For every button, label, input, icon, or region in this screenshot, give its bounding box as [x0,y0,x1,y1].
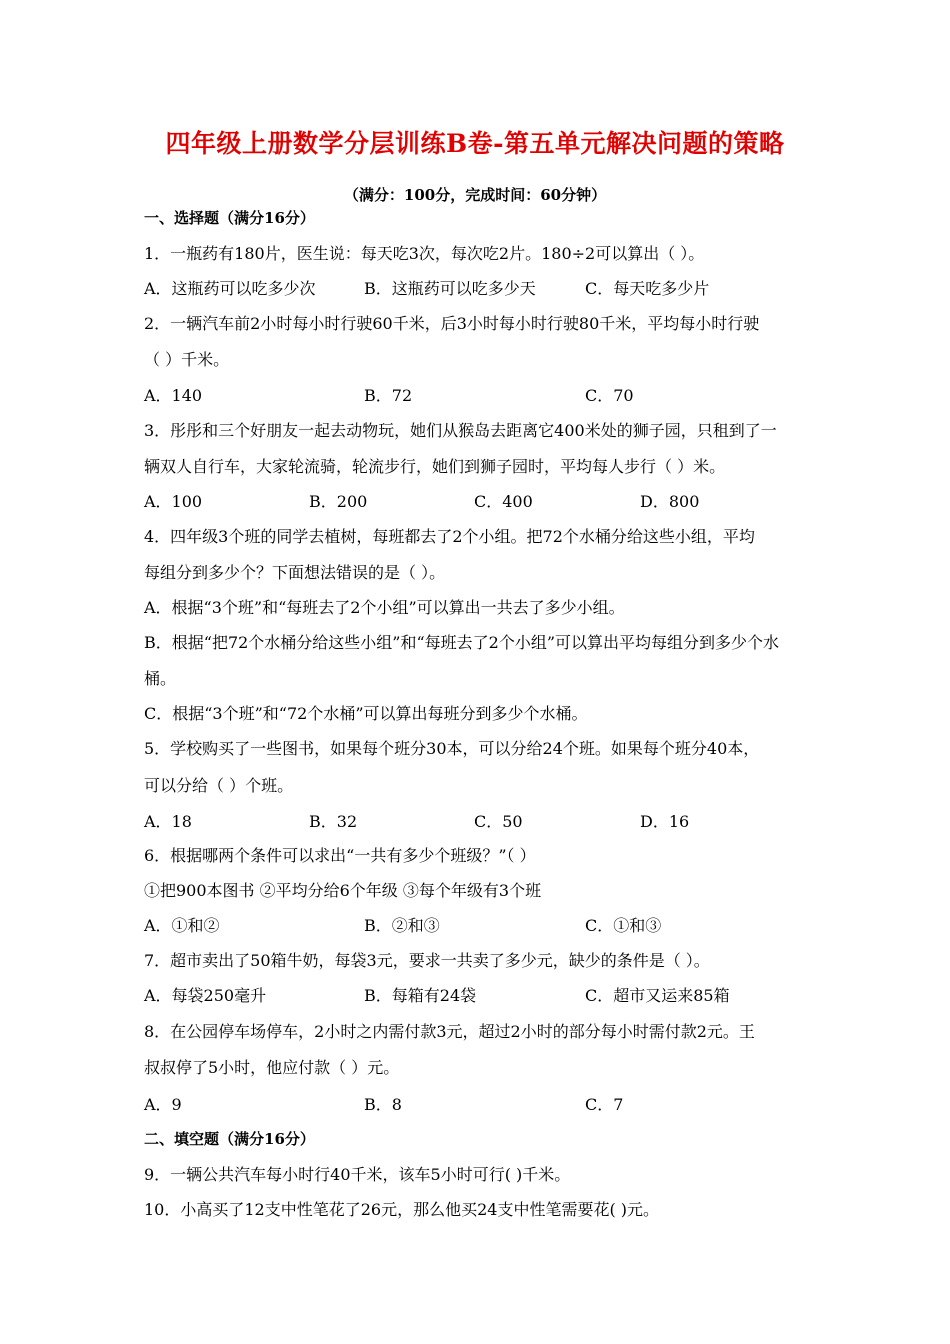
question-4-option-b-line2: 桶。 [144,669,177,688]
question-3-option-d: D．800 [640,492,700,511]
question-2-option-b: B．72 [364,386,413,405]
question-4-option-b-line1: B．根据“把72个水桶分给这些小组”和“每班去了2个小组”可以算出平均每组分到多少个水 [144,633,780,652]
question-8-stem-line1: 8．在公园停车场停车，2小时之内需付款3元，超过2小时的部分每小时需付款2元。王 [144,1022,755,1041]
question-3-option-a: A．100 [144,492,203,511]
question-6-option-a: A．①和② [144,916,220,935]
question-4-option-a: A．根据“3个班”和“每班去了2个小组”可以算出一共去了多少小组。 [144,598,625,617]
question-5-option-a: A．18 [144,812,192,831]
question-7-option-a: A．每袋250毫升 [144,986,267,1005]
question-4-option-c: C．根据“3个班”和“72个水桶”可以算出每班分到多少个水桶。 [144,704,588,723]
question-6-conditions: ①把900本图书 ②平均分给6个年级 ③每个年级有3个班 [144,881,542,900]
question-6-option-c: C．①和③ [585,916,662,935]
question-7-stem: 7．超市卖出了50箱牛奶，每袋3元，要求一共卖了多少元，缺少的条件是（ ）。 [144,951,710,970]
question-1-option-a: A．这瓶药可以吃多少次 [144,279,316,298]
page-subtitle: （满分：100分，完成时间：60分钟） [343,186,607,204]
section-heading-choice: 一、选择题（满分16分） [144,209,315,227]
question-5-option-b: B．32 [309,812,358,831]
question-6-option-b: B．②和③ [364,916,440,935]
question-3-option-b: B．200 [309,492,368,511]
question-3-stem-line2: 辆双人自行车，大家轮流骑，轮流步行，她们到狮子园时，平均每人步行（ ）米。 [144,457,726,476]
question-8-option-a: A．9 [144,1095,182,1114]
question-2-stem-line1: 2．一辆汽车前2小时每小时行驶60千米，后3小时每小时行驶80千米，平均每小时行驶 [144,314,760,333]
question-1-option-c: C．每天吃多少片 [585,279,710,298]
question-2-stem-line2: （ ）千米。 [144,350,230,369]
question-7-option-c: C．超市又运来85箱 [585,986,730,1005]
question-6-stem: 6．根据哪两个条件可以求出“一共有多少个班级？”（ ） [144,846,536,865]
question-10-stem: 10．小高买了12支中性笔花了26元，那么他买24支中性笔需要花( )元。 [144,1200,660,1219]
question-4-stem-line2: 每组分到多少个？下面想法错误的是（ ）。 [144,563,446,582]
question-1-stem: 1．一瓶药有180片，医生说：每天吃3次，每次吃2片。180÷2可以算出（ ）。 [144,244,705,263]
question-4-stem-line1: 4．四年级3个班的同学去植树，每班都去了2个小组。把72个水桶分给这些小组，平均 [144,527,755,546]
question-8-option-c: C．7 [585,1095,624,1114]
question-1-option-b: B．这瓶药可以吃多少天 [364,279,536,298]
question-8-stem-line2: 叔叔停了5小时，他应付款（ ）元。 [144,1058,400,1077]
question-7-option-b: B．每箱有24袋 [364,986,477,1005]
section-heading-fill: 二、填空题（满分16分） [144,1130,315,1148]
question-8-option-b: B．8 [364,1095,402,1114]
question-9-stem: 9．一辆公共汽车每小时行40千米，该车5小时可行( )千米。 [144,1165,571,1184]
question-2-option-c: C．70 [585,386,634,405]
question-2-option-a: A．140 [144,386,203,405]
question-5-stem-line1: 5．学校购买了一些图书，如果每个班分30本，可以分给24个班。如果每个班分40本， [144,739,760,758]
question-5-option-d: D．16 [640,812,690,831]
question-3-option-c: C．400 [474,492,533,511]
question-5-stem-line2: 可以分给（ ）个班。 [144,776,294,795]
question-3-stem-line1: 3．彤彤和三个好朋友一起去动物玩，她们从猴岛去距离它400米处的狮子园，只租到了一 [144,421,777,440]
page-title: 四年级上册数学分层训练B卷-第五单元解决问题的策略 [165,129,785,158]
question-5-option-c: C．50 [474,812,523,831]
